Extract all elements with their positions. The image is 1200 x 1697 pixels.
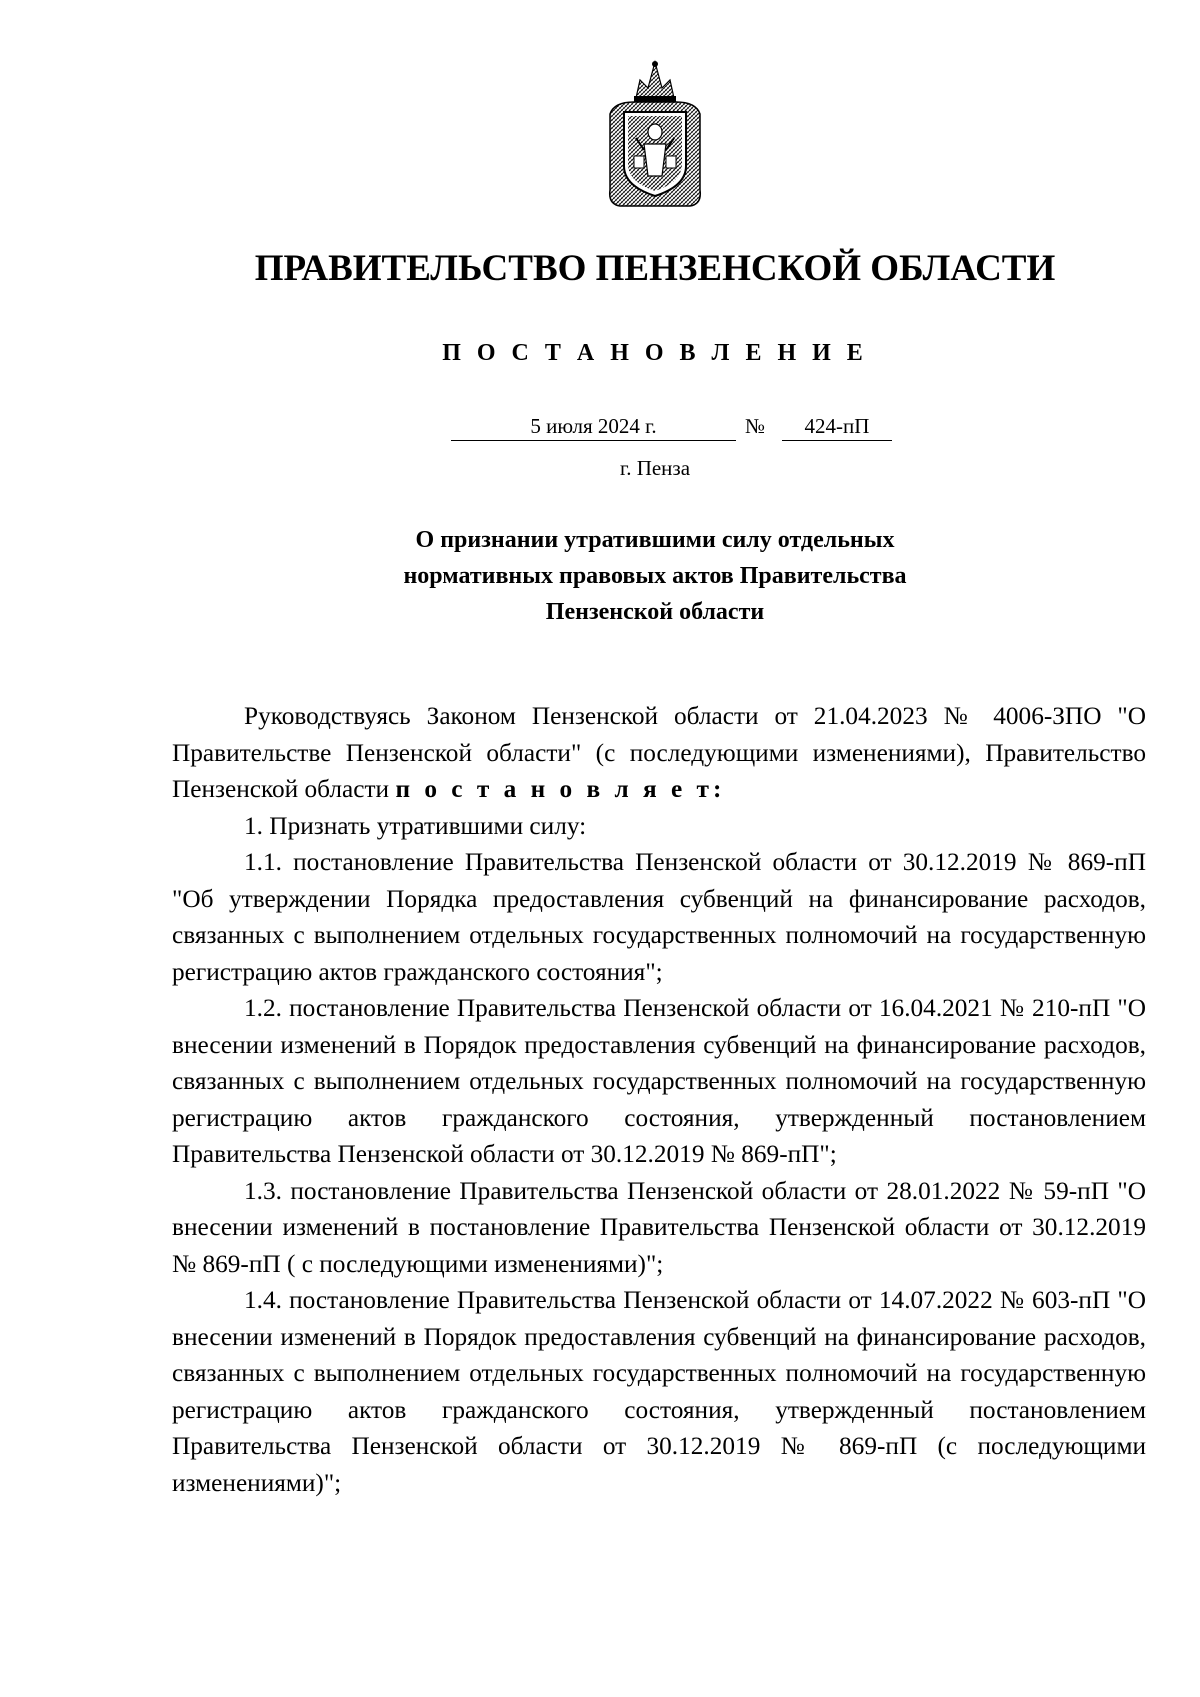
- item-paragraph: 1.2. постановление Правительства Пензенской области от 16.04.2021 № 210-пП "О внесении изменений в Порядок предоставления субвенций на финансирование расходов, связанных с выполнением отдельных государственных полномочий на государственную регистрацию актов гражданского состояния, утвержденный постановлением Правительства Пензенской области от 30.12.2019 № 869-пП";: [172, 994, 1146, 1168]
- document-type: П О С Т А Н О В Л Е Н И Е: [442, 340, 868, 366]
- preamble-text: Руководствуясь Законом Пензенской области от 21.04.2023 № 4006-ЗПО "О Правительстве Пензенской области" (с последующими изменениями), Правительство Пензенской области: [172, 702, 1146, 803]
- coat-of-arms-emblem: [598, 58, 712, 210]
- item-paragraph: 1.4. постановление Правительства Пензенской области от 14.07.2022 № 603-пП "О внесении изменений в Порядок предоставления субвенций на финансирование расходов, связанных с выполнением отдельных государственных полномочий на государственную регистрацию актов гражданского состояния, утвержденный постановлением Правительства Пензенской области от 30.12.2019 № 869-пП (с последующими изменениями)";: [172, 1286, 1146, 1497]
- document-number: 424-пП: [782, 412, 892, 441]
- item-paragraph: 1.1. постановление Правительства Пензенской области от 30.12.2019 № 869-пП "Об утверждении Порядка предоставления субвенций на финансирование расходов, связанных с выполнением отдельных государственных полномочий на государственную регистрацию актов гражданского состояния";: [172, 848, 1146, 986]
- document-title-line: нормативных правовых актов Правительства: [403, 563, 907, 589]
- item-paragraph: 1. Признать утратившими силу:: [244, 811, 587, 840]
- government-name: ПРАВИТЕЛЬСТВО ПЕНЗЕНСКОЙ ОБЛАСТИ: [254, 248, 1056, 289]
- document-title: [0, 522, 1200, 630]
- document-body: [172, 698, 1146, 1501]
- decree-word: п о с т а н о в л я е т:: [395, 775, 726, 803]
- document-date: 5 июля 2024 г.: [451, 412, 736, 441]
- document-title-line: Пензенской области: [545, 599, 765, 625]
- item-paragraph: 1.3. постановление Правительства Пензенской области от 28.01.2022 № 59-пП "О внесении изменений в постановление Правительства Пензенской области от 30.12.2019 № 869-пП ( с последующими изменениями)";: [172, 1176, 1146, 1278]
- document-city: г. Пенза: [619, 456, 691, 480]
- number-sign: №: [745, 414, 766, 438]
- document-title-line: О признании утратившими силу отдельных: [415, 527, 895, 553]
- preamble-paragraph: [172, 698, 1146, 808]
